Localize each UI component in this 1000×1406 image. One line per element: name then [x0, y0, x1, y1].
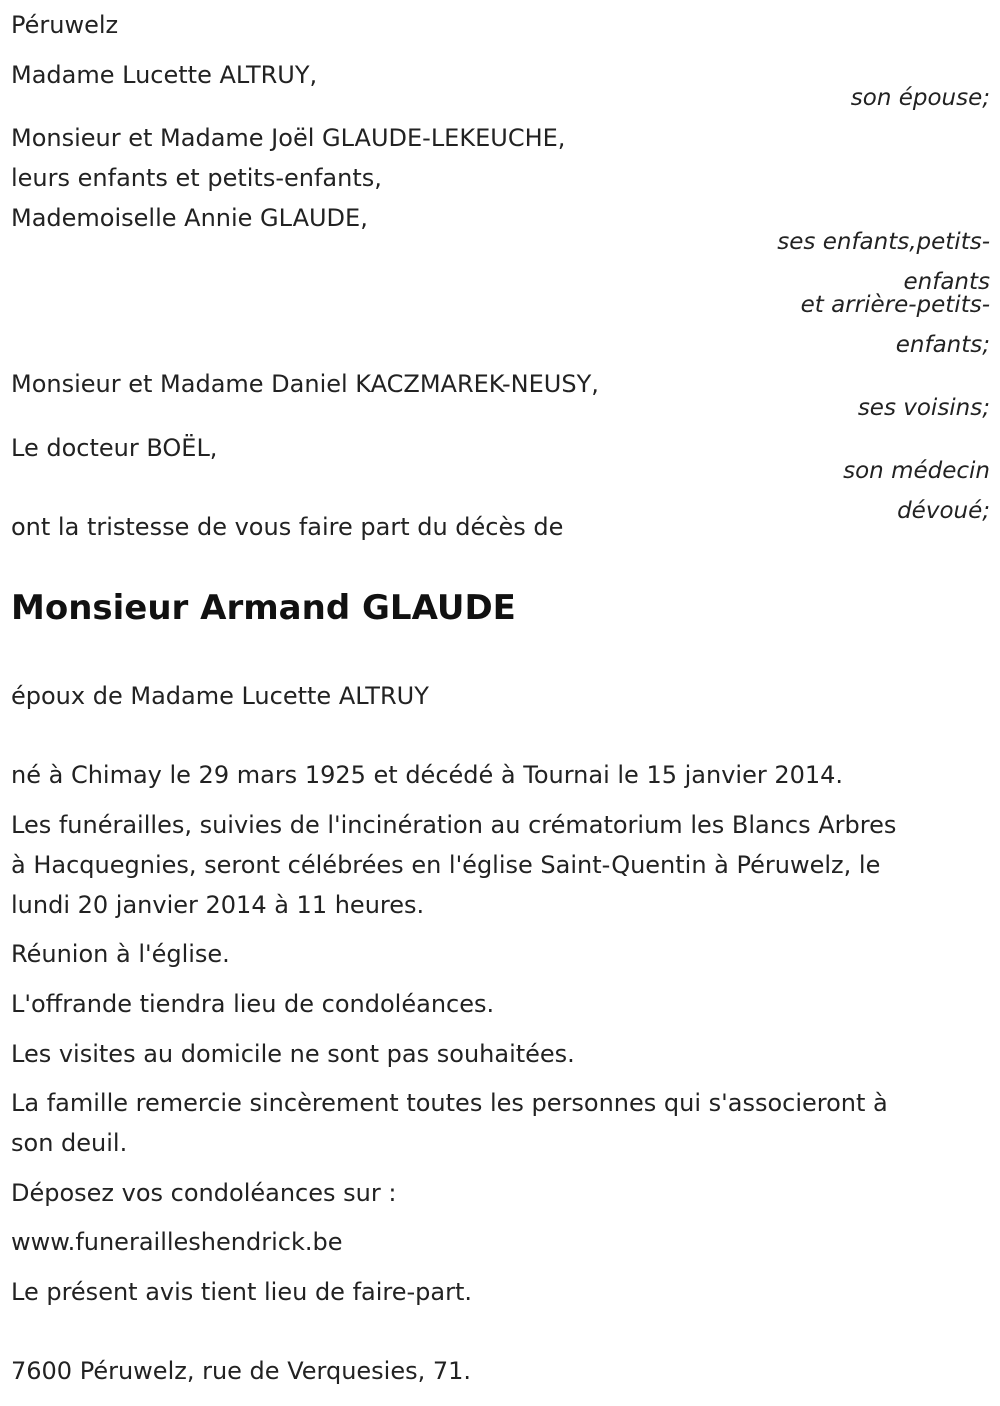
condolences-label: Déposez vos condoléances sur :: [11, 1179, 397, 1207]
birth-death-line: né à Chimay le 29 mars 1925 et décédé à Tournai le 15 janvier 2014.: [11, 761, 844, 789]
relation-children-4: enfants;: [895, 332, 990, 358]
family-line-doctor: Le docteur BOËL,: [11, 434, 218, 462]
funeral-line-1: Les funérailles, suivies de l'incinération au crématorium les Blancs Arbres: [11, 811, 897, 839]
thanks-line-2: son deuil.: [11, 1129, 128, 1157]
announcement-text: ont la tristesse de vous faire part du décès de: [11, 513, 564, 541]
relation-children-3: et arrière-petits-: [800, 292, 990, 318]
family-line-son: Monsieur et Madame Joël GLAUDE-LEKEUCHE,: [11, 124, 566, 152]
funeral-line-3: lundi 20 janvier 2014 à 11 heures.: [11, 891, 425, 919]
family-line-neighbors: Monsieur et Madame Daniel KACZMAREK-NEUSY,: [11, 370, 599, 398]
family-line-spouse: Madame Lucette ALTRUY,: [11, 61, 318, 89]
relation-spouse: son épouse;: [850, 85, 990, 111]
relation-doctor-2: dévoué;: [897, 498, 990, 524]
relation-doctor-1: son médecin: [843, 458, 990, 484]
family-line-grandchildren: leurs enfants et petits-enfants,: [11, 164, 382, 192]
deceased-name: Monsieur Armand GLAUDE: [11, 588, 516, 628]
spouse-line: époux de Madame Lucette ALTRUY: [11, 682, 429, 710]
family-line-daughter: Mademoiselle Annie GLAUDE,: [11, 204, 368, 232]
thanks-line-1: La famille remercie sincèrement toutes les personnes qui s'associeront à: [11, 1089, 888, 1117]
notice-line: Le présent avis tient lieu de faire-part.: [11, 1278, 473, 1306]
relation-neighbors: ses voisins;: [857, 395, 990, 421]
address-line: 7600 Péruwelz, rue de Verquesies, 71.: [11, 1357, 472, 1385]
funeral-line-2: à Hacquegnies, seront célébrées en l'église Saint-Quentin à Péruwelz, le: [11, 851, 881, 879]
offering-line: L'offrande tiendra lieu de condoléances.: [11, 990, 495, 1018]
relation-children-2: enfants: [903, 269, 990, 295]
website-link[interactable]: www.funerailleshendrick.be: [11, 1228, 343, 1256]
meeting-line: Réunion à l'église.: [11, 940, 230, 968]
city-heading: Péruwelz: [11, 11, 119, 39]
visits-line: Les visites au domicile ne sont pas souhaitées.: [11, 1040, 575, 1068]
relation-children-1: ses enfants,petits-: [777, 229, 990, 255]
